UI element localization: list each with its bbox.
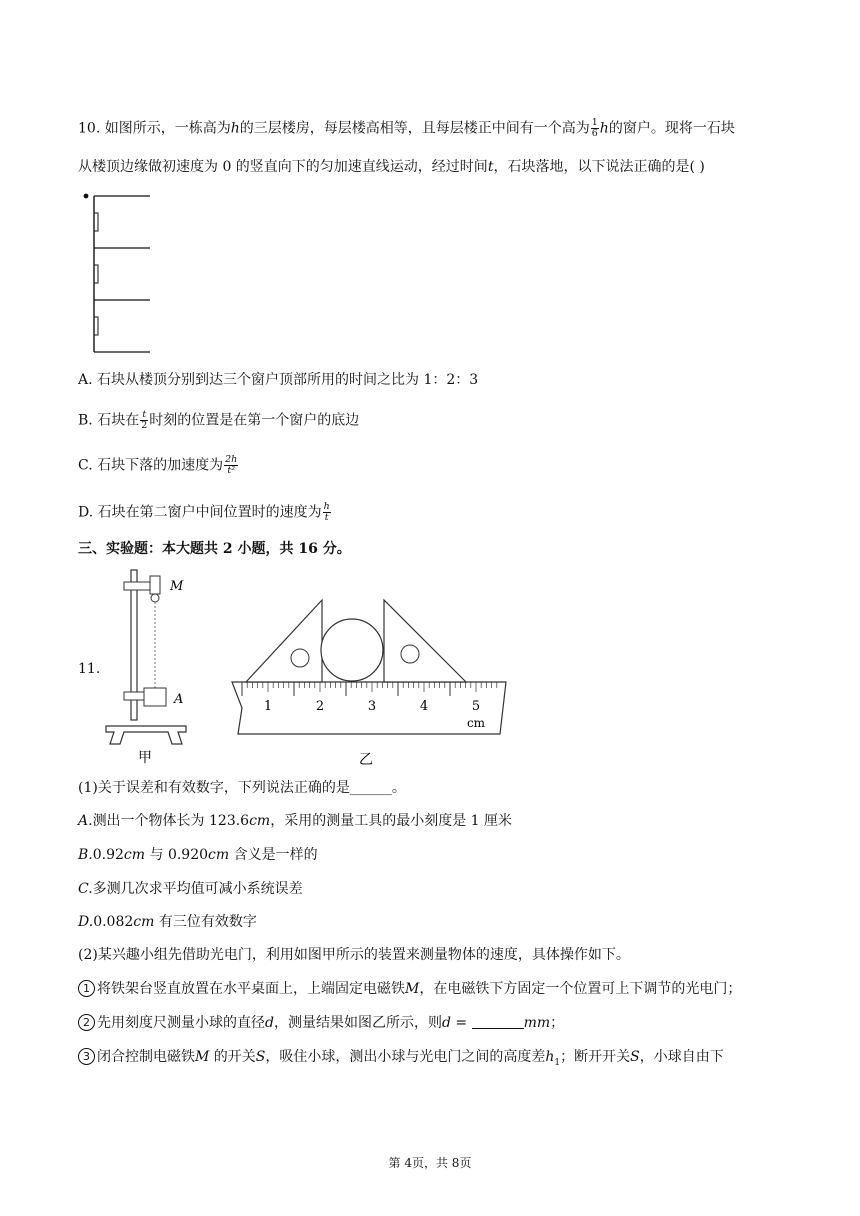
photogate-a <box>144 688 166 706</box>
ruler-label-3: 3 <box>367 699 377 714</box>
stone-dot <box>84 194 89 199</box>
ruler-label-4: 4 <box>419 699 429 714</box>
ball <box>151 594 159 602</box>
page-footer: 第 4页，共 8页 <box>388 1156 472 1170</box>
stand-base <box>106 726 186 744</box>
ruler-figure <box>224 596 514 768</box>
answer-blank-d[interactable] <box>472 1014 524 1029</box>
ruler-unit: cm <box>466 716 486 730</box>
q10-option-d: D. 石块在第二窗户中间位置时的速度为 $\frac{h}{t}$ <box>78 501 330 523</box>
q11-option-a: A.测出一个物体长为 123.6cm，采用的测量工具的最小刻度是 1 厘米 <box>78 813 513 829</box>
caption-jia: 甲 <box>138 750 152 766</box>
q11-part2-intro: (2)某兴趣小组先借助光电门，利用如图甲所示的装置来测量物体的速度，具体操作如下。 <box>78 947 630 963</box>
q10-option-a: A. 石块从楼顶分别到达三个窗户顶部所用的时间之比为 1：2：3 <box>78 372 479 388</box>
q10-line1: 10. 如图所示，一栋高为h的三层楼房，每层楼高相等，且每层楼正中间有一个高为 $\frac{1}{6}$ h的窗户。现将一石块 <box>78 117 735 139</box>
q11-option-d: D.0.082cm 有三位有效数字 <box>78 914 257 930</box>
q10-option-c: C. 石块下落的加速度为 $\frac{2h}{\text{t²}}$ <box>78 454 238 476</box>
q10-line2: 从楼顶边缘做初速度为 0 的竖直向下的匀加速直线运动，经过时间t，石块落地，以下说法正确的是( ) <box>78 159 705 175</box>
clamp-bottom <box>124 692 146 700</box>
triangle-left <box>246 600 322 682</box>
triangle-left-hole <box>291 649 309 667</box>
ruler-label-5: 5 <box>471 699 481 714</box>
building-figure <box>80 188 160 358</box>
label-a: A <box>174 692 184 707</box>
ruler-label-1: 1 <box>263 699 273 714</box>
q11-number: 11. <box>78 661 101 677</box>
iron-stand-figure <box>96 566 206 766</box>
q11-step-1: 1 将铁架台竖直放置在水平桌面上，上端固定电磁铁M，在电磁铁下方固定一个位置可上下调节的光电门； <box>78 979 741 999</box>
q11-option-b: B.0.92cm 与 0.920cm 含义是一样的 <box>78 847 318 863</box>
triangle-right-hole <box>401 645 419 663</box>
label-m: M <box>170 579 184 594</box>
ruler-label-2: 2 <box>315 699 325 714</box>
q10-option-b: B. 石块在 $\frac{t}{2}$ 时刻的位置是在第一个窗户的底边 <box>78 409 360 431</box>
q11-part1-question: (1)关于误差和有效数字，下列说法正确的是______。 <box>78 780 406 796</box>
fraction-one-sixth: $\frac{1}{6}$ <box>591 117 598 139</box>
electromagnet-m <box>150 576 160 594</box>
measured-ball <box>321 619 383 681</box>
q11-step-2: 2 先用刻度尺测量小球的直径d，测量结果如图乙所示，则d = mm； <box>78 1013 564 1033</box>
section-3-title: 三、实验题：本大题共 2 小题，共 16 分。 <box>78 541 351 557</box>
caption-yi: 乙 <box>359 752 373 768</box>
triangle-right <box>384 600 466 682</box>
q11-step-3: 3 闭合控制电磁铁M 的开关S，吸住小球，测出小球与光电门之间的高度差$h_1$；断开开关S，小球自由下 <box>78 1047 724 1073</box>
q11-option-c: C.多测几次求平均值可减小系统误差 <box>78 881 303 897</box>
